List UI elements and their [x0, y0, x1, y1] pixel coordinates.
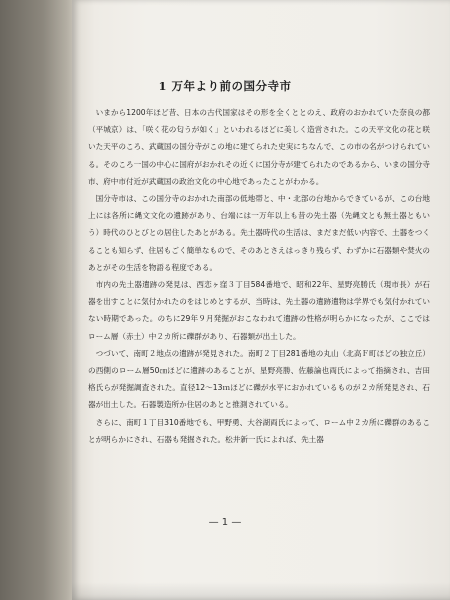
page-shadow	[72, 582, 450, 600]
page-number: — 1 —	[208, 517, 242, 528]
section-title: 1 万年より前の国分寺市	[158, 79, 292, 93]
paragraph-5: さらに、南町１丁目310番地でも、甲野勇、大谷湖両氏によって、ローム中２カ所に礫群のあることが明らかにされ、石器も発掘された。松井新一氏によれば、先土器	[88, 417, 430, 444]
body-text	[88, 104, 430, 448]
paragraph-2: 国分寺市は、この国分寺のおかれた南部の低地帯と、中・北部の台地からできているが、この台地上には各所に縄文文化の遺跡があり、台端には一万年以上も昔の先土器（先縄文とも無土器ともいう）時代のひとびとの居住したあとがある。先土器時代の生活は、まだまだ低い内容で、土器をつくることも知らず、住居もごく簡単なもので、そのあとさえはっきり残らず、わずかに石器類や焚火のあとがその生活を物語る程度である。	[88, 194, 430, 272]
paragraph-3: 市内の先土器遺跡の発見は、西恋ヶ窪３丁目584番地で、昭和22年、星野亮勝氏（現市長）が石器を出すことに気付かれたのをはじめとするが、当時は、先土器の遺跡遺物は学界でも気付かれていない時期であった。のちに29年９月発掘がおこなわれて遺跡の性格が明らかになったが、ここではローム層（赤土）中２カ所に礫群があり、石器類が出土した。	[88, 280, 430, 341]
paragraph-4: つづいて、南町２地点の遺跡が発見された。南町２丁目281番地の丸山（北高Ｆ町ほどの独立丘）の西側のローム層50㎝ほどに遺跡のあることが、星野亮勝、佐藤論也両氏によって指摘され、吉田格氏らが発掘調査された。直径12～13ｍほどに礫が水平におかれているものが２カ所発見され、石器が出土した。石器製造所か住居のあとと推測されている。	[88, 348, 430, 410]
paragraph-1: いまから1200年ほど昔、日本の古代国家はその形を全くととのえ、政府のおかれていた奈良の都（平城京）は、「咲く花の匂うが如く」といわれるほどに美しく造営された。この天平文化の花と咲いた天平のころ、武蔵国の国分寺がこの地に建てられた史実にちなんで、この市の名がつけられている。そのころ一国の中心に国府がおかれその近くに国分寺が建てられたのであるから、いまの国分寺市、府中市付近が武蔵国の政治文化の中心地であったことがわかる。	[88, 108, 430, 186]
